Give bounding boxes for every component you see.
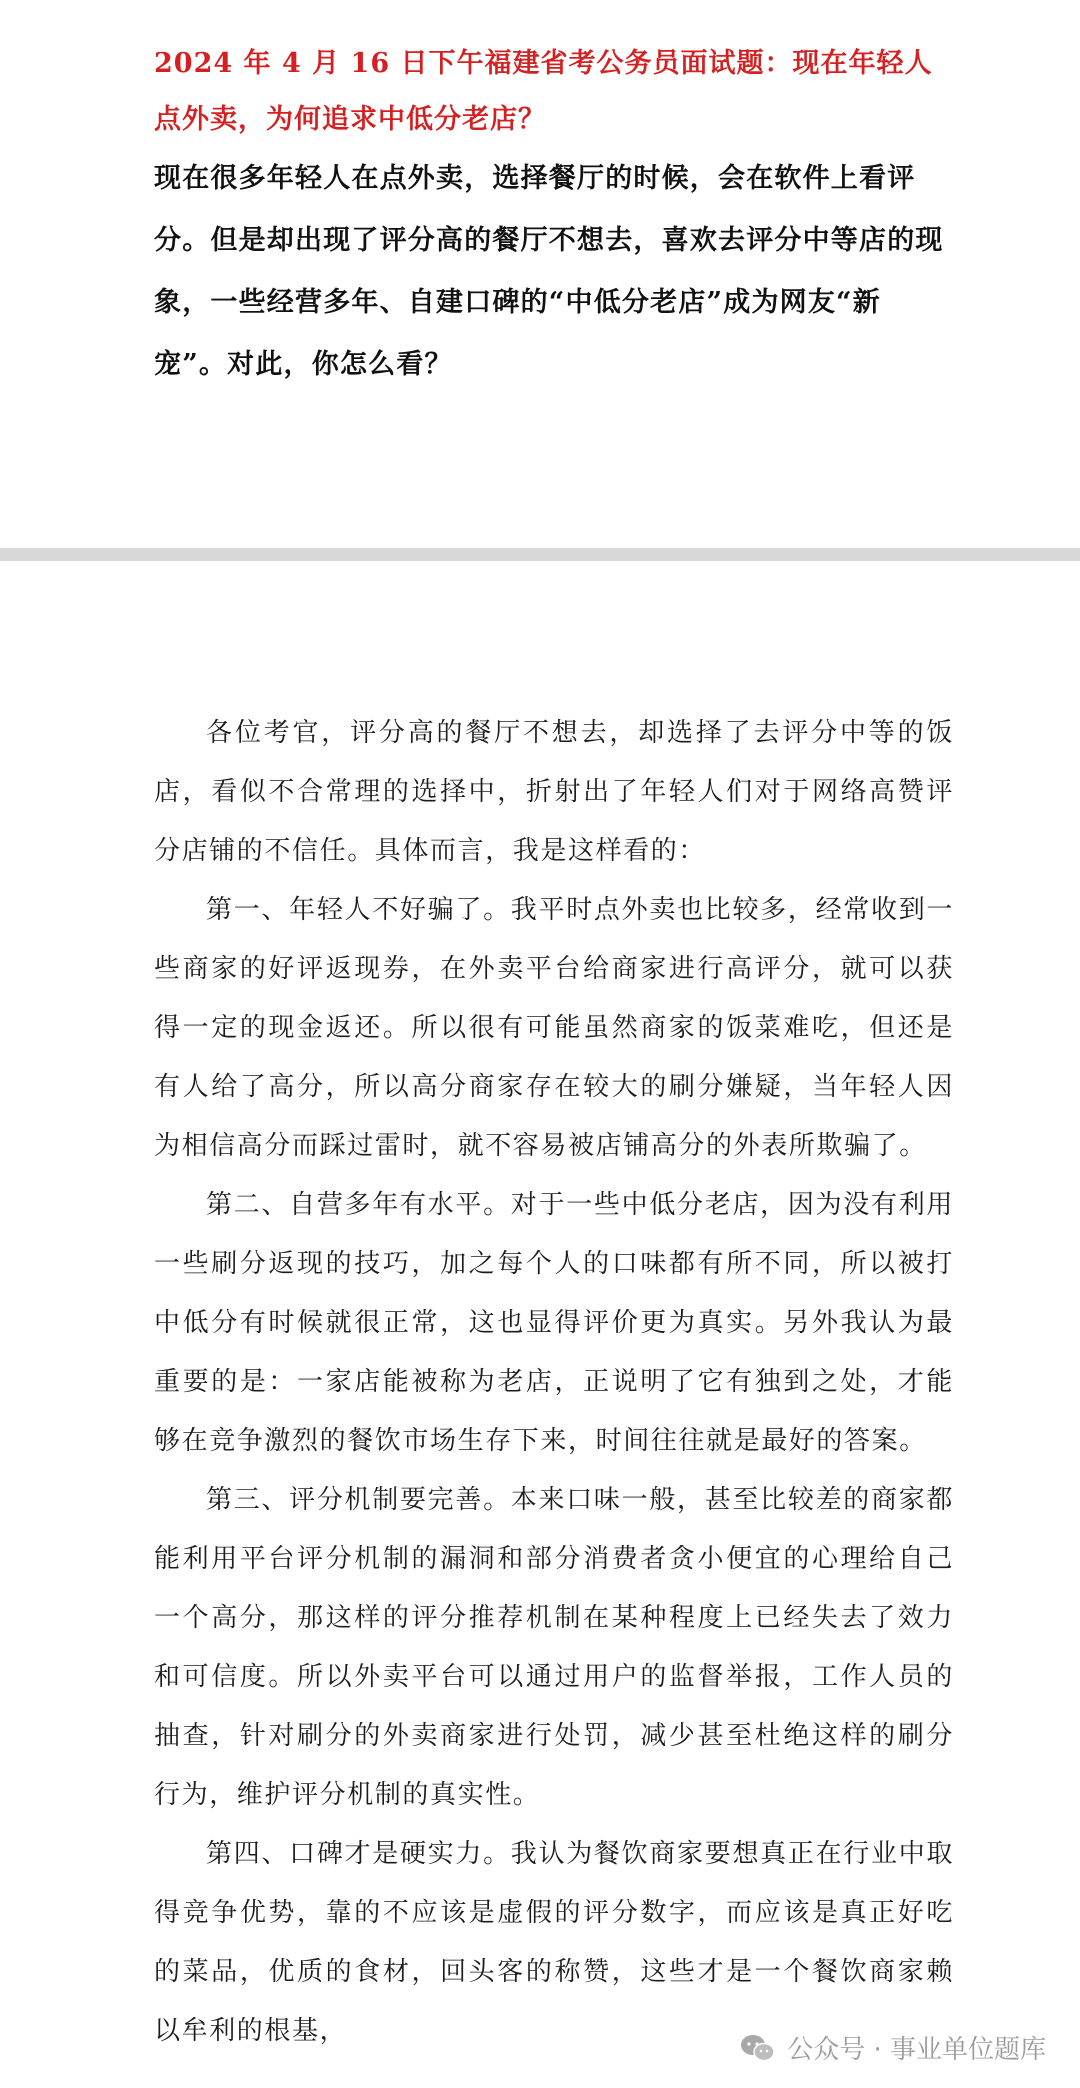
- watermark-text: 公众号 · 事业单位题库: [787, 2035, 1046, 2065]
- watermark: [739, 2029, 1046, 2066]
- answer-paragraph: 各位考官，评分高的餐厅不想去，却选择了去评分中等的饭店，看似不合常理的选择中，折射出了年轻人们对于网络高赞评分店铺的不信任。具体而言，我是这样看的：: [154, 718, 954, 866]
- answer-paragraph: 第二、自营多年有水平。对于一些中低分老店，因为没有利用一些刷分返现的技巧，加之每个人的口味都有所不同，所以被打中低分有时候就很正常，这也显得评价更为真实。另外我认为最重要的是：一家店能被称为老店，正说明了它有独到之处，才能够在竞争激烈的餐饮市场生存下来，时间往往就是最好的答案。: [154, 1190, 954, 1456]
- question-section: [154, 36, 954, 396]
- question-body: 现在很多年轻人在点外卖，选择餐厅的时候，会在软件上看评分。但是却出现了评分高的餐厅不想去，喜欢去评分中等店的现象，一些经营多年、自建口碑的“中低分老店”成为网友“新宠”。对此，你怎么看？: [154, 163, 944, 380]
- section-divider: [0, 548, 1080, 561]
- wechat-icon: [739, 2033, 777, 2063]
- question-title: 2024 年 4 月 16 日下午福建省考公务员面试题：现在年轻人点外卖，为何追求中低分老店？: [154, 48, 933, 135]
- answer-paragraph: 第三、评分机制要完善。本来口味一般，甚至比较差的商家都能利用平台评分机制的漏洞和部分消费者贪小便宜的心理给自己一个高分，那这样的评分推荐机制在某种程度上已经失去了效力和可信度。所以外卖平台可以通过用户的监督举报，工作人员的抽查，针对刷分的外卖商家进行处罚，减少甚至杜绝这样的刷分行为，维护评分机制的真实性。: [154, 1485, 954, 1810]
- answer-paragraph: 第四、口碑才是硬实力。我认为餐饮商家要想真正在行业中取得竞争优势，靠的不应该是虚假的评分数字，而应该是真正好吃的菜品，优质的食材，回头客的称赞，这些才是一个餐饮商家赖以牟利的根基，: [154, 1839, 954, 2046]
- answer-section: [154, 704, 954, 2061]
- answer-paragraph: 第一、年轻人不好骗了。我平时点外卖也比较多，经常收到一些商家的好评返现券，在外卖平台给商家进行高评分，就可以获得一定的现金返还。所以很有可能虽然商家的饭菜难吃，但还是有人给了高分，所以高分商家存在较大的刷分嫌疑，当年轻人因为相信高分而踩过雷时，就不容易被店铺高分的外表所欺骗了。: [154, 895, 954, 1161]
